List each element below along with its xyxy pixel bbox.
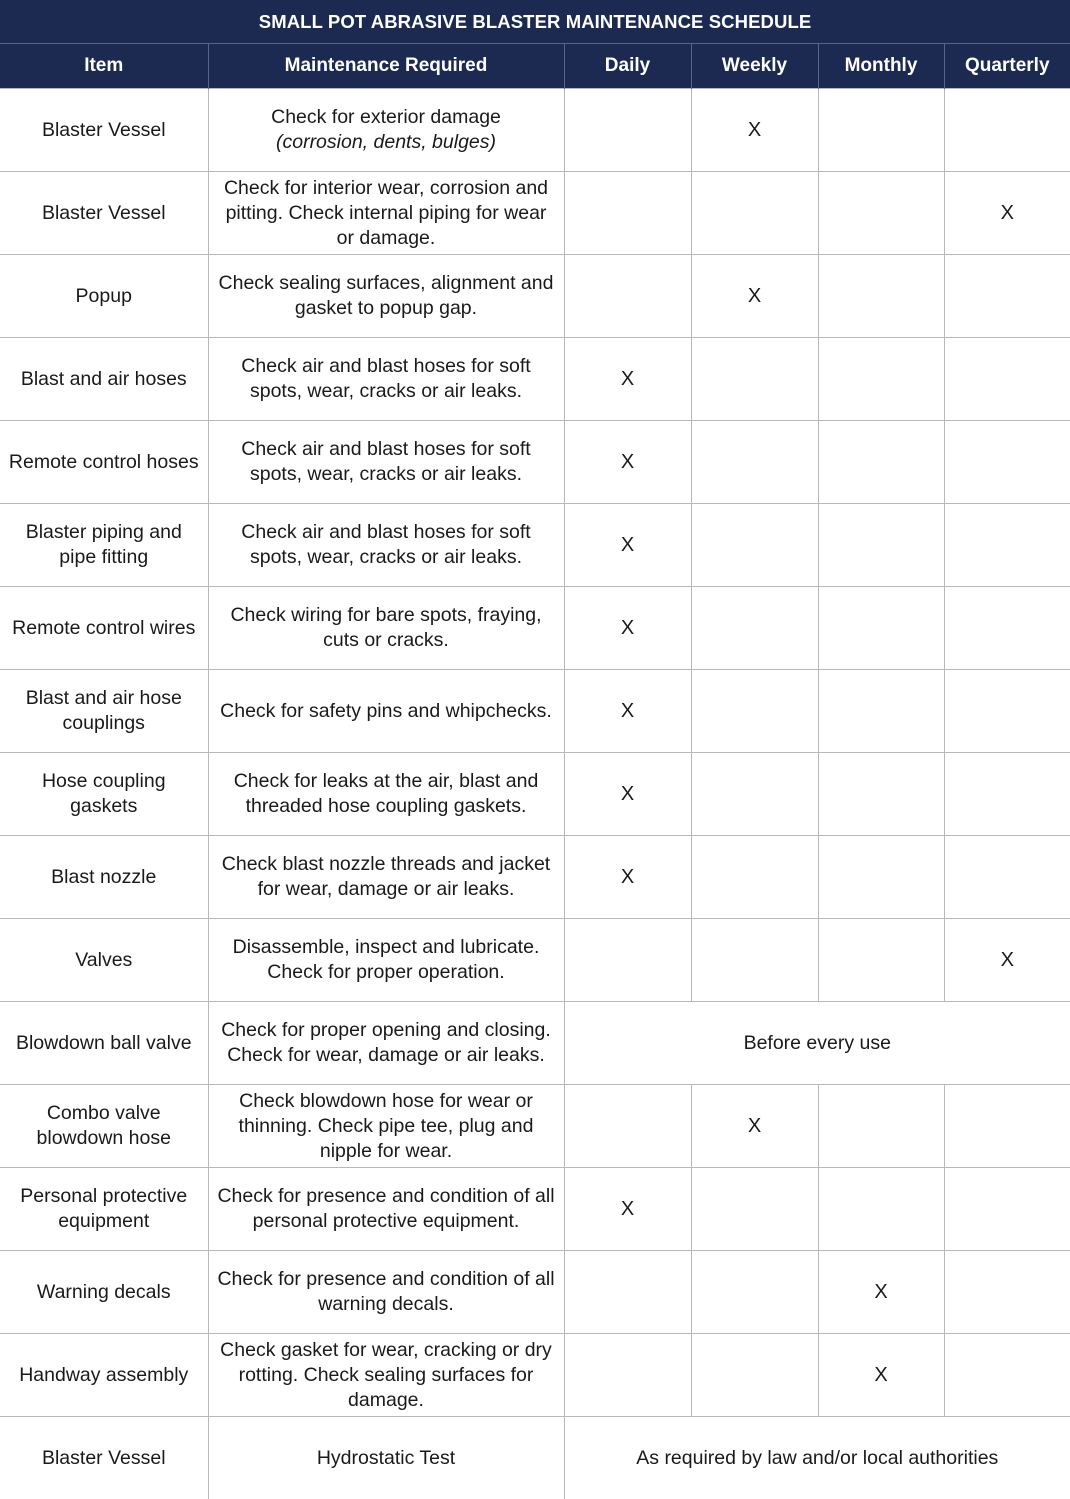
item-cell: Blowdown ball valve [0,1002,208,1085]
maintenance-cell: Check for leaks at the air, blast and threaded hose coupling gaskets. [208,753,564,836]
quarterly-cell [944,421,1070,504]
table-title: SMALL POT ABRASIVE BLASTER MAINTENANCE SCHEDULE [0,0,1070,44]
maintenance-cell: Check blowdown hose for wear or thinning. Check pipe tee, plug and nipple for wear. [208,1085,564,1168]
quarterly-cell [944,1251,1070,1334]
quarterly-cell [944,587,1070,670]
weekly-cell [691,1251,818,1334]
weekly-cell [691,1334,818,1417]
header-item: Item [0,44,208,89]
monthly-cell: X [818,1334,944,1417]
quarterly-cell [944,753,1070,836]
table-row [0,1085,1070,1168]
monthly-cell [818,753,944,836]
table-row [0,1334,1070,1417]
table-row [0,255,1070,338]
quarterly-cell [944,504,1070,587]
maintenance-cell: Check air and blast hoses for soft spots, wear, cracks or air leaks. [208,421,564,504]
item-cell: Blast nozzle [0,836,208,919]
quarterly-cell [944,255,1070,338]
table-row [0,1251,1070,1334]
item-cell: Hose coupling gaskets [0,753,208,836]
table-row [0,919,1070,1002]
table-row [0,836,1070,919]
daily-cell [564,919,691,1002]
maintenance-cell: Check wiring for bare spots, fraying, cuts or cracks. [208,587,564,670]
item-cell: Combo valve blowdown hose [0,1085,208,1168]
maintenance-cell: Hydrostatic Test [208,1417,564,1499]
item-cell: Blast and air hose couplings [0,670,208,753]
quarterly-cell [944,836,1070,919]
header-daily: Daily [564,44,691,89]
daily-cell: X [564,587,691,670]
weekly-cell [691,587,818,670]
header-monthly: Monthly [818,44,944,89]
monthly-cell [818,1168,944,1251]
monthly-cell: X [818,1251,944,1334]
monthly-cell [818,1085,944,1168]
table-row [0,172,1070,255]
maintenance-cell: Check for presence and condition of all personal protective equipment. [208,1168,564,1251]
maintenance-cell: Check for presence and condition of all warning decals. [208,1251,564,1334]
header-maintenance: Maintenance Required [208,44,564,89]
table-row [0,587,1070,670]
table-row [0,89,1070,172]
maintenance-cell: Check air and blast hoses for soft spots, wear, cracks or air leaks. [208,338,564,421]
maintenance-note: (corrosion, dents, bulges) [276,131,496,153]
header-row [0,44,1070,89]
table-row [0,338,1070,421]
maintenance-cell: Check sealing surfaces, alignment and gasket to popup gap. [208,255,564,338]
header-quarterly: Quarterly [944,44,1070,89]
quarterly-cell [944,338,1070,421]
quarterly-cell [944,1168,1070,1251]
header-weekly: Weekly [691,44,818,89]
maintenance-cell [208,89,564,172]
item-cell: Blast and air hoses [0,338,208,421]
maintenance-cell: Check air and blast hoses for soft spots, wear, cracks or air leaks. [208,504,564,587]
monthly-cell [818,836,944,919]
weekly-cell [691,1168,818,1251]
quarterly-cell: X [944,919,1070,1002]
maintenance-text: Check for exterior damage [271,106,501,128]
monthly-cell [818,670,944,753]
table-row [0,670,1070,753]
weekly-cell [691,172,818,255]
quarterly-cell: X [944,172,1070,255]
weekly-cell [691,753,818,836]
weekly-cell: X [691,255,818,338]
item-cell: Remote control hoses [0,421,208,504]
weekly-cell: X [691,1085,818,1168]
table-row [0,1417,1070,1499]
daily-cell [564,172,691,255]
daily-cell: X [564,421,691,504]
weekly-cell [691,919,818,1002]
monthly-cell [818,504,944,587]
table-row [0,421,1070,504]
table-row [0,504,1070,587]
item-cell: Blaster Vessel [0,172,208,255]
weekly-cell [691,504,818,587]
item-cell: Blaster Vessel [0,1417,208,1499]
frequency-span-cell: Before every use [564,1002,1070,1085]
monthly-cell [818,421,944,504]
quarterly-cell [944,1334,1070,1417]
daily-cell: X [564,338,691,421]
quarterly-cell [944,1085,1070,1168]
table-row [0,753,1070,836]
weekly-cell [691,670,818,753]
maintenance-cell: Check for interior wear, corrosion and pitting. Check internal piping for wear or damage. [208,172,564,255]
monthly-cell [818,338,944,421]
quarterly-cell [944,89,1070,172]
table-row [0,1168,1070,1251]
weekly-cell [691,338,818,421]
daily-cell: X [564,753,691,836]
daily-cell: X [564,1168,691,1251]
item-cell: Remote control wires [0,587,208,670]
item-cell: Handway assembly [0,1334,208,1417]
daily-cell [564,255,691,338]
weekly-cell [691,836,818,919]
title-row [0,0,1070,44]
daily-cell [564,1085,691,1168]
weekly-cell: X [691,89,818,172]
daily-cell: X [564,670,691,753]
frequency-span-cell: As required by law and/or local authorities [564,1417,1070,1499]
monthly-cell [818,172,944,255]
table-row [0,1002,1070,1085]
item-cell: Warning decals [0,1251,208,1334]
item-cell: Valves [0,919,208,1002]
daily-cell [564,89,691,172]
monthly-cell [818,255,944,338]
monthly-cell [818,587,944,670]
item-cell: Blaster piping and pipe fitting [0,504,208,587]
quarterly-cell [944,670,1070,753]
item-cell: Popup [0,255,208,338]
daily-cell: X [564,836,691,919]
item-cell: Blaster Vessel [0,89,208,172]
maintenance-cell: Check for proper opening and closing. Check for wear, damage or air leaks. [208,1002,564,1085]
maintenance-cell: Check for safety pins and whipchecks. [208,670,564,753]
daily-cell [564,1251,691,1334]
monthly-cell [818,919,944,1002]
daily-cell: X [564,504,691,587]
weekly-cell [691,421,818,504]
maintenance-cell: Check gasket for wear, cracking or dry rotting. Check sealing surfaces for damage. [208,1334,564,1417]
maintenance-cell: Check blast nozzle threads and jacket for wear, damage or air leaks. [208,836,564,919]
monthly-cell [818,89,944,172]
daily-cell [564,1334,691,1417]
maintenance-cell: Disassemble, inspect and lubricate. Check for proper operation. [208,919,564,1002]
item-cell: Personal protective equipment [0,1168,208,1251]
